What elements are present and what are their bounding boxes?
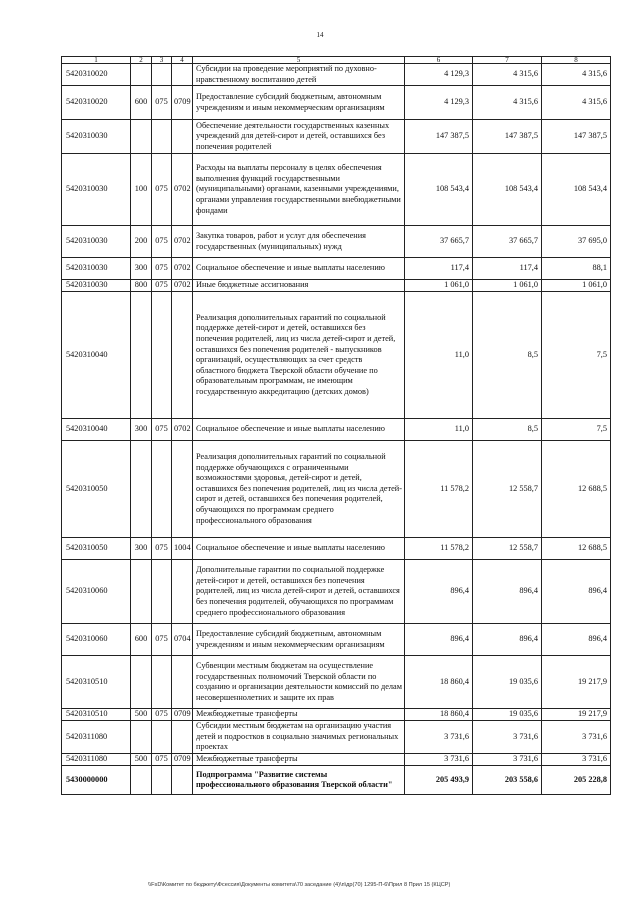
ministry-cell: 075: [152, 280, 172, 292]
ministry-cell: 075: [152, 226, 172, 258]
code-cell: 5420310020: [62, 64, 131, 86]
name-cell: Обеспечение деятельности государственных казенных учреждений для детей-сирот и детей, оставшихся без попечения родителей: [193, 120, 405, 154]
section-cell: 0709: [172, 86, 193, 120]
table-row: [62, 721, 611, 754]
amount-year1-cell: 147 387,5: [405, 120, 473, 154]
section-cell: [172, 560, 193, 624]
table-row: [62, 754, 611, 766]
code-cell: 5430000000: [62, 766, 131, 795]
name-cell: Социальное обеспечение и иные выплаты населению: [193, 538, 405, 560]
ministry-cell: [152, 64, 172, 86]
type-cell: 500: [131, 709, 152, 721]
ministry-cell: 075: [152, 624, 172, 656]
amount-year1-cell: 18 860,4: [405, 709, 473, 721]
code-cell: 5420310030: [62, 258, 131, 280]
amount-year1-cell: 11,0: [405, 419, 473, 441]
type-cell: [131, 721, 152, 754]
amount-year3-cell: 19 217,9: [542, 709, 611, 721]
type-cell: [131, 656, 152, 709]
code-cell: 5420310020: [62, 86, 131, 120]
amount-year1-cell: 4 129,3: [405, 86, 473, 120]
type-cell: 500: [131, 754, 152, 766]
ministry-cell: [152, 766, 172, 795]
name-cell: Дополнительные гарантии по социальной поддержке детей-сирот и детей, оставшихся без попечения родителей, лиц из числа детей-сирот и детей, оставшихся без попечения родителей, обучающихся по программам среднего профессионального образования: [193, 560, 405, 624]
ministry-cell: 075: [152, 258, 172, 280]
table-row: [62, 766, 611, 795]
table-row: [62, 624, 611, 656]
amount-year3-cell: 3 731,6: [542, 754, 611, 766]
table-row: [62, 64, 611, 86]
type-cell: [131, 766, 152, 795]
amount-year2-cell: 12 558,7: [473, 441, 542, 538]
amount-year1-cell: 11,0: [405, 292, 473, 419]
table-row: [62, 560, 611, 624]
ministry-cell: [152, 120, 172, 154]
type-cell: [131, 120, 152, 154]
amount-year3-cell: 37 695,0: [542, 226, 611, 258]
amount-year2-cell: 8,5: [473, 292, 542, 419]
section-cell: 0702: [172, 258, 193, 280]
amount-year3-cell: 3 731,6: [542, 721, 611, 754]
column-number: 3: [152, 57, 172, 64]
ministry-cell: [152, 560, 172, 624]
code-cell: 5420310030: [62, 226, 131, 258]
section-cell: 0709: [172, 754, 193, 766]
amount-year2-cell: 108 543,4: [473, 154, 542, 226]
code-cell: 5420310030: [62, 280, 131, 292]
table-row: [62, 226, 611, 258]
type-cell: 600: [131, 624, 152, 656]
column-number-row: [62, 57, 611, 64]
type-cell: [131, 292, 152, 419]
amount-year2-cell: 19 035,6: [473, 656, 542, 709]
code-cell: 5420311080: [62, 754, 131, 766]
type-cell: 200: [131, 226, 152, 258]
type-cell: 100: [131, 154, 152, 226]
name-cell: Предоставление субсидий бюджетным, автономным учреждениям и иным некоммерческим организациям: [193, 624, 405, 656]
amount-year2-cell: 117,4: [473, 258, 542, 280]
ministry-cell: [152, 441, 172, 538]
amount-year2-cell: 12 558,7: [473, 538, 542, 560]
amount-year1-cell: 108 543,4: [405, 154, 473, 226]
type-cell: 300: [131, 419, 152, 441]
code-cell: 5420310050: [62, 441, 131, 538]
name-cell: Субсидии местным бюджетам на организацию участия детей и подростков в социально значимых региональных проектах: [193, 721, 405, 754]
type-cell: 800: [131, 280, 152, 292]
code-cell: 5420310040: [62, 292, 131, 419]
ministry-cell: 075: [152, 754, 172, 766]
name-cell: Субсидии на проведение мероприятий по духовно-нравственному воспитанию детей: [193, 64, 405, 86]
amount-year2-cell: 4 315,6: [473, 64, 542, 86]
amount-year1-cell: 1 061,0: [405, 280, 473, 292]
table-row: [62, 656, 611, 709]
section-cell: 0704: [172, 624, 193, 656]
type-cell: [131, 441, 152, 538]
file-path-footer: \\FsD\Комитет по бюджету\Фсессия\Документы комитета\70 заседание (4)\п\др(70) 1295-П-6\Прил 8 Прил 15 (КЦСР): [148, 882, 451, 888]
code-cell: 5420310030: [62, 154, 131, 226]
amount-year1-cell: 3 731,6: [405, 754, 473, 766]
ministry-cell: [152, 656, 172, 709]
page-number: 14: [316, 31, 324, 39]
table-row: [62, 419, 611, 441]
section-cell: [172, 292, 193, 419]
section-cell: 0702: [172, 226, 193, 258]
column-number: 6: [405, 57, 473, 64]
amount-year3-cell: 88,1: [542, 258, 611, 280]
code-cell: 5420310510: [62, 709, 131, 721]
name-cell: Закупка товаров, работ и услуг для обеспечения государственных (муниципальных) нужд: [193, 226, 405, 258]
name-cell: Межбюджетные трансферты: [193, 709, 405, 721]
ministry-cell: 075: [152, 419, 172, 441]
section-cell: 0702: [172, 154, 193, 226]
section-cell: [172, 721, 193, 754]
name-cell: Социальное обеспечение и иные выплаты населению: [193, 419, 405, 441]
type-cell: [131, 560, 152, 624]
name-cell: Субвенции местным бюджетам на осуществление государственных полномочий Тверской области по созданию и организации деятельности комиссий по делам несовершеннолетних и защите их прав: [193, 656, 405, 709]
column-number: 1: [62, 57, 131, 64]
name-cell: Предоставление субсидий бюджетным, автономным учреждениям и иным некоммерческим организациям: [193, 86, 405, 120]
amount-year2-cell: 147 387,5: [473, 120, 542, 154]
budget-table: [61, 56, 611, 795]
amount-year3-cell: 4 315,6: [542, 64, 611, 86]
amount-year1-cell: 896,4: [405, 624, 473, 656]
type-cell: 300: [131, 258, 152, 280]
amount-year3-cell: 896,4: [542, 560, 611, 624]
ministry-cell: 075: [152, 709, 172, 721]
amount-year2-cell: 19 035,6: [473, 709, 542, 721]
amount-year3-cell: 7,5: [542, 419, 611, 441]
column-number: 5: [193, 57, 405, 64]
code-cell: 5420310510: [62, 656, 131, 709]
amount-year3-cell: 896,4: [542, 624, 611, 656]
name-cell: Межбюджетные трансферты: [193, 754, 405, 766]
amount-year1-cell: 3 731,6: [405, 721, 473, 754]
amount-year2-cell: 1 061,0: [473, 280, 542, 292]
type-cell: 600: [131, 86, 152, 120]
code-cell: 5420310060: [62, 560, 131, 624]
amount-year1-cell: 11 578,2: [405, 441, 473, 538]
amount-year1-cell: 205 493,9: [405, 766, 473, 795]
column-number: 2: [131, 57, 152, 64]
amount-year1-cell: 896,4: [405, 560, 473, 624]
amount-year2-cell: 896,4: [473, 624, 542, 656]
ministry-cell: 075: [152, 154, 172, 226]
name-cell: Иные бюджетные ассигнования: [193, 280, 405, 292]
section-cell: [172, 656, 193, 709]
section-cell: 0702: [172, 280, 193, 292]
amount-year3-cell: 205 228,8: [542, 766, 611, 795]
amount-year2-cell: 896,4: [473, 560, 542, 624]
amount-year1-cell: 4 129,3: [405, 64, 473, 86]
table-row: [62, 441, 611, 538]
section-cell: [172, 766, 193, 795]
amount-year1-cell: 37 665,7: [405, 226, 473, 258]
type-cell: [131, 64, 152, 86]
code-cell: 5420310050: [62, 538, 131, 560]
amount-year2-cell: 203 558,6: [473, 766, 542, 795]
amount-year3-cell: 4 315,6: [542, 86, 611, 120]
table-row: [62, 258, 611, 280]
amount-year3-cell: 19 217,9: [542, 656, 611, 709]
ministry-cell: 075: [152, 538, 172, 560]
code-cell: 5420310040: [62, 419, 131, 441]
code-cell: 5420311080: [62, 721, 131, 754]
section-cell: 0709: [172, 709, 193, 721]
ministry-cell: 075: [152, 86, 172, 120]
table-row: [62, 86, 611, 120]
section-cell: [172, 120, 193, 154]
amount-year2-cell: 3 731,6: [473, 721, 542, 754]
amount-year3-cell: 147 387,5: [542, 120, 611, 154]
ministry-cell: [152, 721, 172, 754]
column-number: 4: [172, 57, 193, 64]
name-cell: Подпрограмма "Развитие системы профессионального образования Тверской области": [193, 766, 405, 795]
type-cell: 300: [131, 538, 152, 560]
amount-year3-cell: 108 543,4: [542, 154, 611, 226]
ministry-cell: [152, 292, 172, 419]
amount-year2-cell: 3 731,6: [473, 754, 542, 766]
amount-year3-cell: 12 688,5: [542, 538, 611, 560]
name-cell: Реализация дополнительных гарантий по социальной поддержке детей-сирот и детей, оставшихся без попечения родителей, лиц из числа детей-сирот и детей, оставшихся без попечения родителей - выпускников организаций, осуществляющих за счет средств областного бюджета Тверской области обучение по образовательным программам, не имеющим государственную аккредитацию (детских домов): [193, 292, 405, 419]
section-cell: [172, 441, 193, 538]
amount-year2-cell: 8,5: [473, 419, 542, 441]
amount-year1-cell: 18 860,4: [405, 656, 473, 709]
table-row: [62, 538, 611, 560]
code-cell: 5420310030: [62, 120, 131, 154]
section-cell: 1004: [172, 538, 193, 560]
amount-year3-cell: 7,5: [542, 292, 611, 419]
table-row: [62, 154, 611, 226]
table-row: [62, 292, 611, 419]
amount-year3-cell: 1 061,0: [542, 280, 611, 292]
column-number: 8: [542, 57, 611, 64]
amount-year1-cell: 11 578,2: [405, 538, 473, 560]
name-cell: Реализация дополнительных гарантий по социальной поддержке обучающихся с ограниченными возможностями здоровья, детей-сирот и детей, оставшихся без попечения родителей, лиц из числа детей-сирот и детей, оставшихся без попечения родителей, обучающихся по программам среднего профессионального образования: [193, 441, 405, 538]
amount-year3-cell: 12 688,5: [542, 441, 611, 538]
amount-year2-cell: 4 315,6: [473, 86, 542, 120]
table-row: [62, 709, 611, 721]
section-cell: 0702: [172, 419, 193, 441]
amount-year2-cell: 37 665,7: [473, 226, 542, 258]
column-number: 7: [473, 57, 542, 64]
amount-year1-cell: 117,4: [405, 258, 473, 280]
table-row: [62, 280, 611, 292]
table-row: [62, 120, 611, 154]
section-cell: [172, 64, 193, 86]
name-cell: Социальное обеспечение и иные выплаты населению: [193, 258, 405, 280]
code-cell: 5420310060: [62, 624, 131, 656]
name-cell: Расходы на выплаты персоналу в целях обеспечения выполнения функций государственными (муниципальными) органами, казенными учреждениями, органами управления государственными внебюджетными фондами: [193, 154, 405, 226]
